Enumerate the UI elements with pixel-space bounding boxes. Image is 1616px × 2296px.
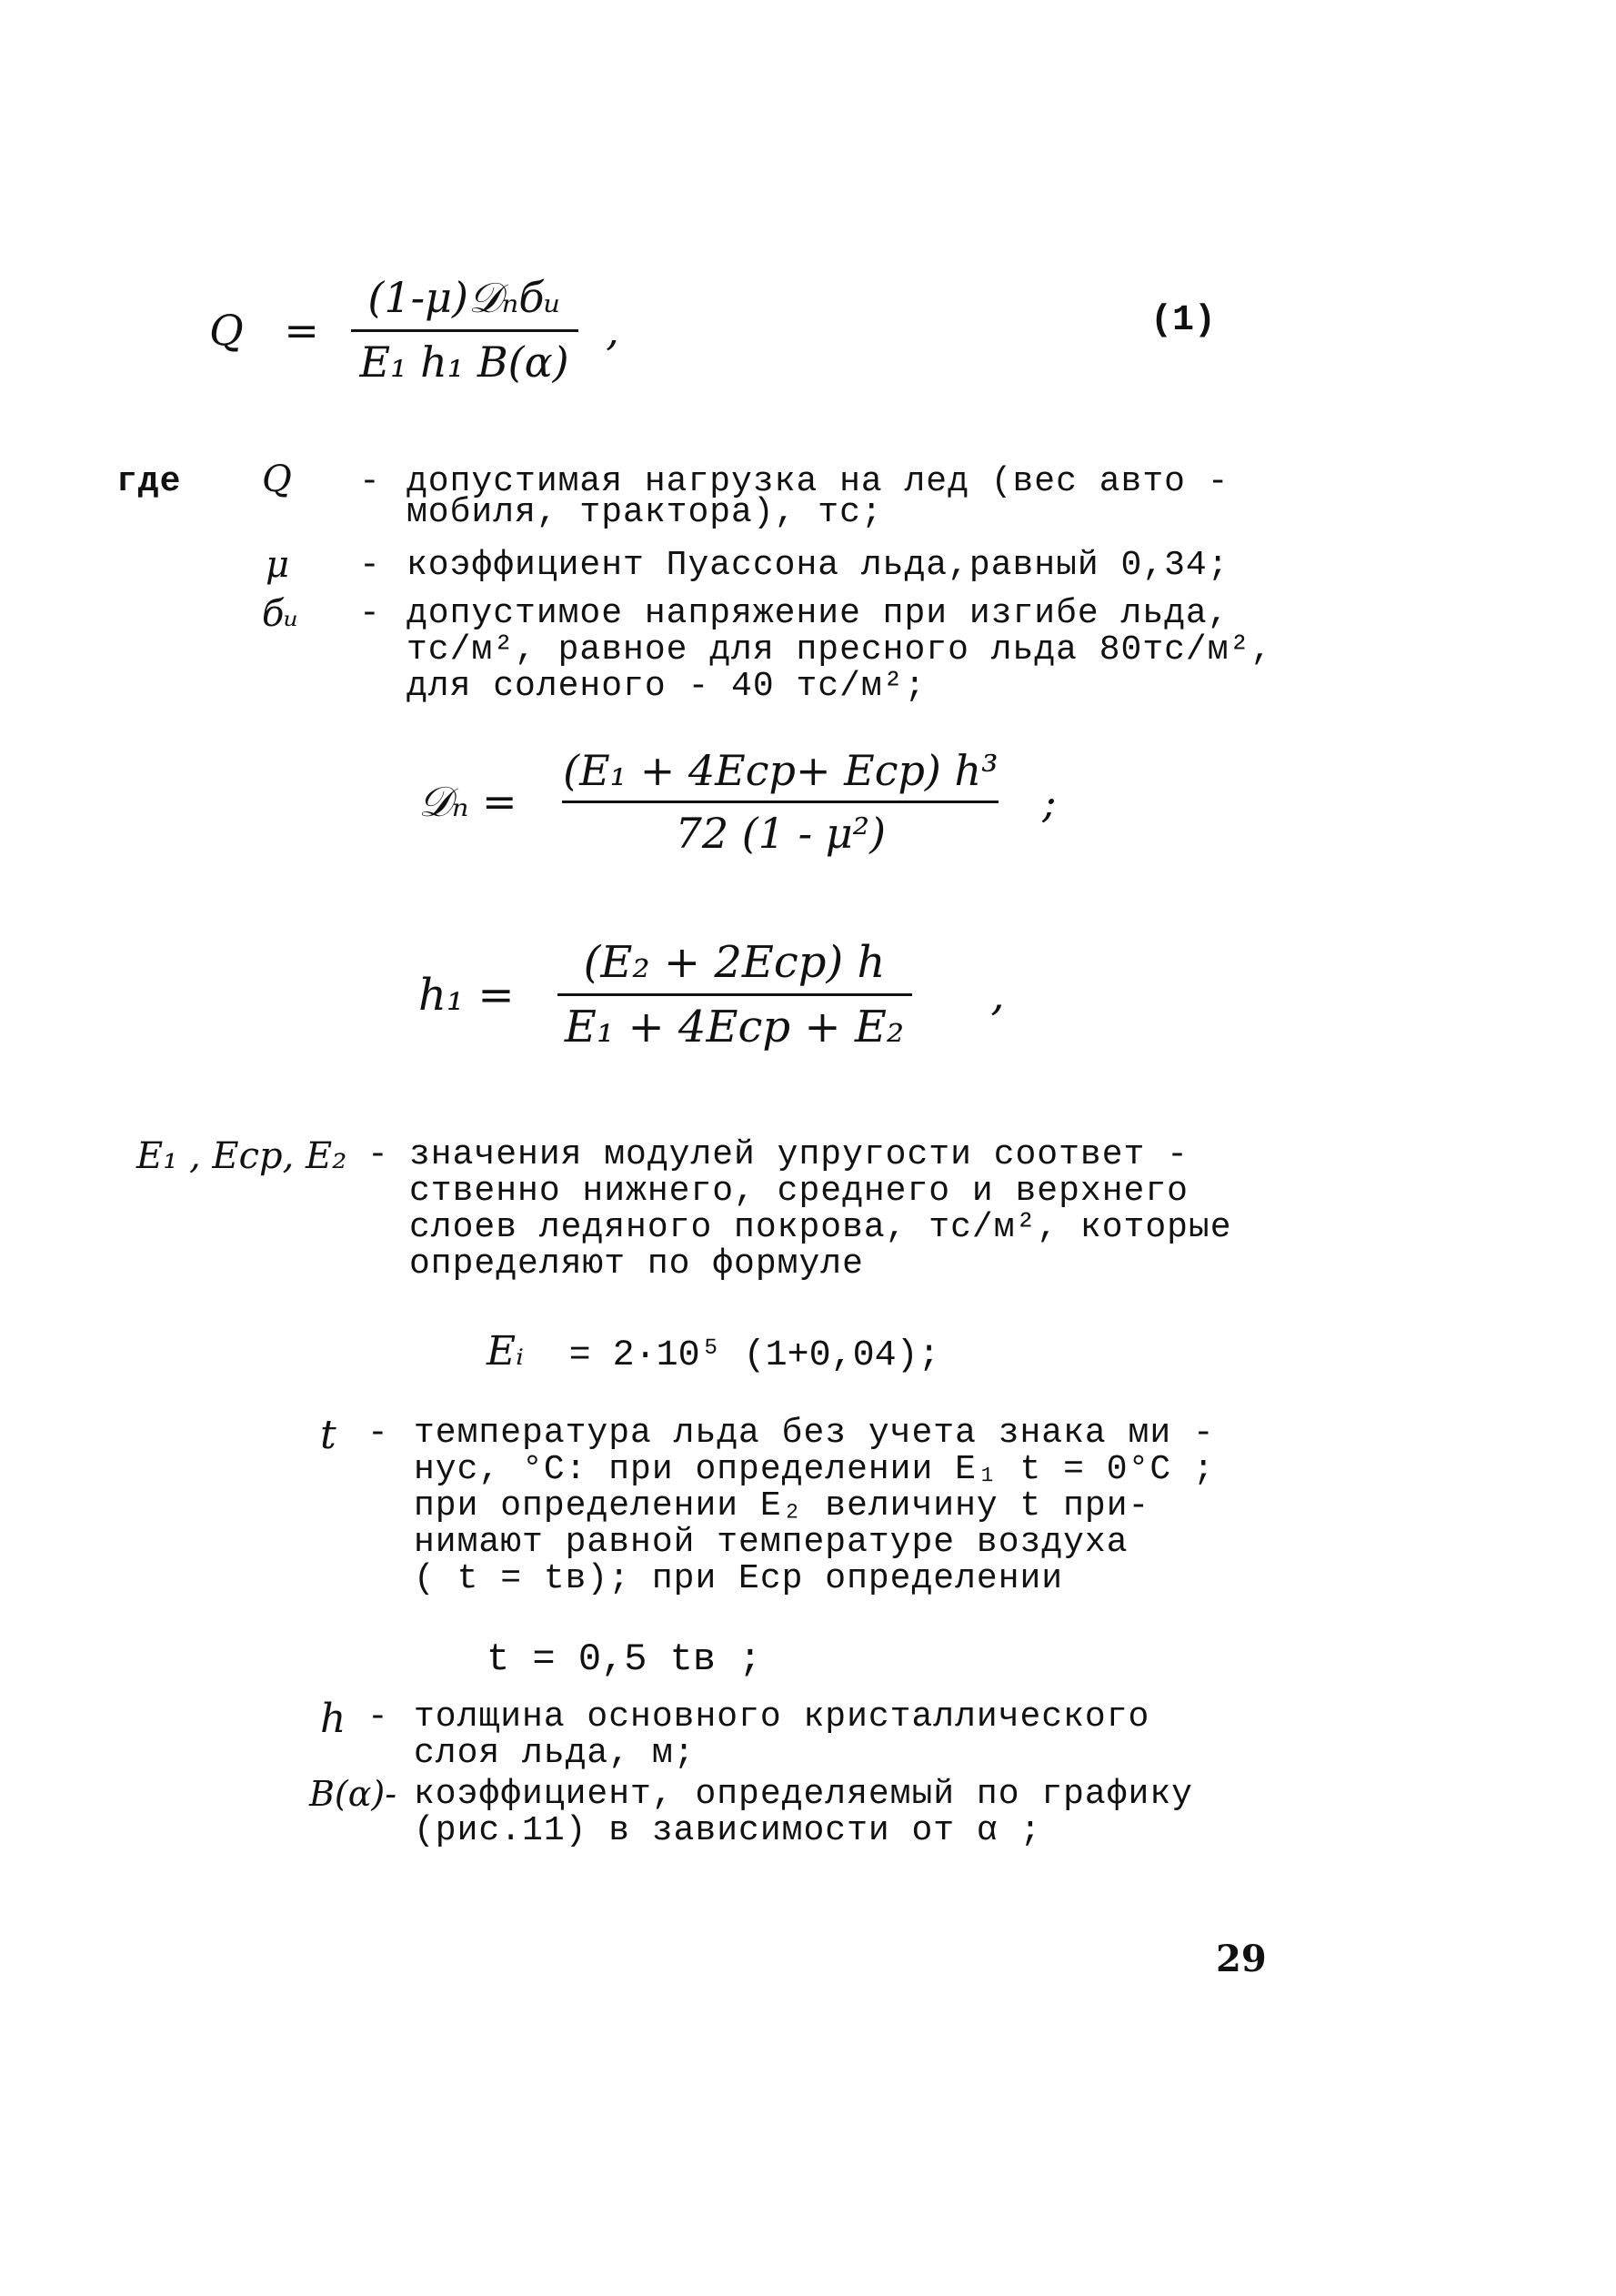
formula-h1-fraction xyxy=(556,937,913,1052)
moduli-symbols: E₁ , Eср, E₂ xyxy=(136,1135,347,1177)
def-q-dash: - xyxy=(359,462,381,501)
def-q-line-1: допустимая нагрузка на лед (вес авто - xyxy=(407,462,1230,501)
temp-dash: - xyxy=(367,1414,389,1453)
temp-symbol: t xyxy=(320,1412,336,1458)
formula-h1-denominator: E₁ + 4Eср + E₂ xyxy=(564,1002,905,1052)
def-q-symbol: Q xyxy=(262,458,292,500)
formula-1-lhs: Q xyxy=(209,305,244,355)
coef-line-1: коэффициент, определяемый по графику xyxy=(414,1775,1193,1814)
where-word: где xyxy=(116,462,182,501)
formula-1-number: (1) xyxy=(1150,300,1217,341)
temp-line-4: нимают равной температуре воздуха xyxy=(414,1523,1129,1562)
thickness-line-1: толщина основного кристаллического xyxy=(414,1697,1150,1737)
temp-line-5: ( t = tв); при Eср определении xyxy=(414,1559,1064,1598)
formula-d-numerator: (E₁ + 4Eср+ Eср) h³ xyxy=(563,746,999,795)
formula-d xyxy=(418,746,1057,858)
formula-1-denominator: E₁ h₁ B(α) xyxy=(359,337,569,387)
moduli-text xyxy=(409,1137,1232,1283)
thickness-symbol: h xyxy=(320,1696,346,1742)
formula-d-fraction xyxy=(554,746,1007,858)
page-number: 29 xyxy=(1216,1938,1267,1980)
def-sigma-line-2: тс/м², равное для пресного льда 80тс/м², xyxy=(407,630,1273,670)
def-sigma-text xyxy=(407,596,1272,705)
formula-ei xyxy=(487,1328,940,1376)
temp-line-1: температура льда без учета знака ми - xyxy=(414,1414,1215,1453)
def-mu-dash: - xyxy=(359,546,381,585)
moduli-line-2: ственно нижнего, среднего и верхнего xyxy=(409,1172,1189,1211)
formula-h1-numerator: (E₂ + 2Eср) h xyxy=(583,937,886,988)
def-sigma-line-1: допустимое напряжение при изгибе льда, xyxy=(407,594,1230,633)
thickness-dash: - xyxy=(367,1697,389,1737)
temp-line-2: нус, °С: при определении E₁ t = 0°С ; xyxy=(414,1450,1215,1489)
coef-line-2: (рис.11) в зависимости от α ; xyxy=(414,1811,1042,1850)
formula-1 xyxy=(209,273,619,387)
moduli-line-3: слоев ледяного покрова, тс/м², которые xyxy=(409,1208,1232,1247)
moduli-line-1: значения модулей упругости соответ - xyxy=(409,1135,1189,1174)
temp-line-3: при определении E₂ величину t при- xyxy=(414,1486,1150,1526)
def-q-line-2: мобиля, трактора), тс; xyxy=(407,493,883,532)
formula-1-fraction xyxy=(351,273,578,387)
formula-ei-lhs: Eᵢ xyxy=(487,1328,524,1375)
def-sigma-dash: - xyxy=(359,594,381,633)
formula-d-denominator: 72 (1 - μ²) xyxy=(675,809,887,858)
formula-1-eq: = xyxy=(284,305,319,355)
formula-h1-comma: , xyxy=(990,969,1005,1021)
formula-h1-lhs: h₁ = xyxy=(418,969,515,1021)
formula-ei-rhs: = 2·10⁵ (1+0,04); xyxy=(568,1335,940,1376)
formula-d-lhs: 𝒟ₙ = xyxy=(418,776,517,826)
def-sigma-line-3: для соленого - 40 тс/м²; xyxy=(407,667,927,706)
coef-text xyxy=(414,1777,1193,1849)
def-sigma-symbol: бᵤ xyxy=(262,593,299,635)
formula-d-semicolon: ; xyxy=(1042,777,1057,827)
temp-formula: t = 0,5 tв ; xyxy=(487,1637,762,1681)
def-q-text xyxy=(407,464,1230,531)
def-mu-text xyxy=(407,548,1230,584)
def-mu-symbol: μ xyxy=(266,544,289,586)
thickness-text xyxy=(414,1699,1149,1772)
temp-text xyxy=(414,1415,1215,1597)
formula-1-comma: , xyxy=(606,305,619,355)
moduli-line-4: определяют по формуле xyxy=(409,1244,864,1284)
formula-1-numerator: (1-μ)𝒟ₙбᵤ xyxy=(367,273,561,322)
def-mu-line-1: коэффициент Пуассона льда,равный 0,34; xyxy=(407,546,1230,585)
formula-h1 xyxy=(418,937,1005,1052)
coef-symbol: B(α)- xyxy=(309,1774,397,1814)
thickness-line-2: слоя льда, м; xyxy=(414,1734,696,1773)
moduli-dash: - xyxy=(367,1135,389,1174)
